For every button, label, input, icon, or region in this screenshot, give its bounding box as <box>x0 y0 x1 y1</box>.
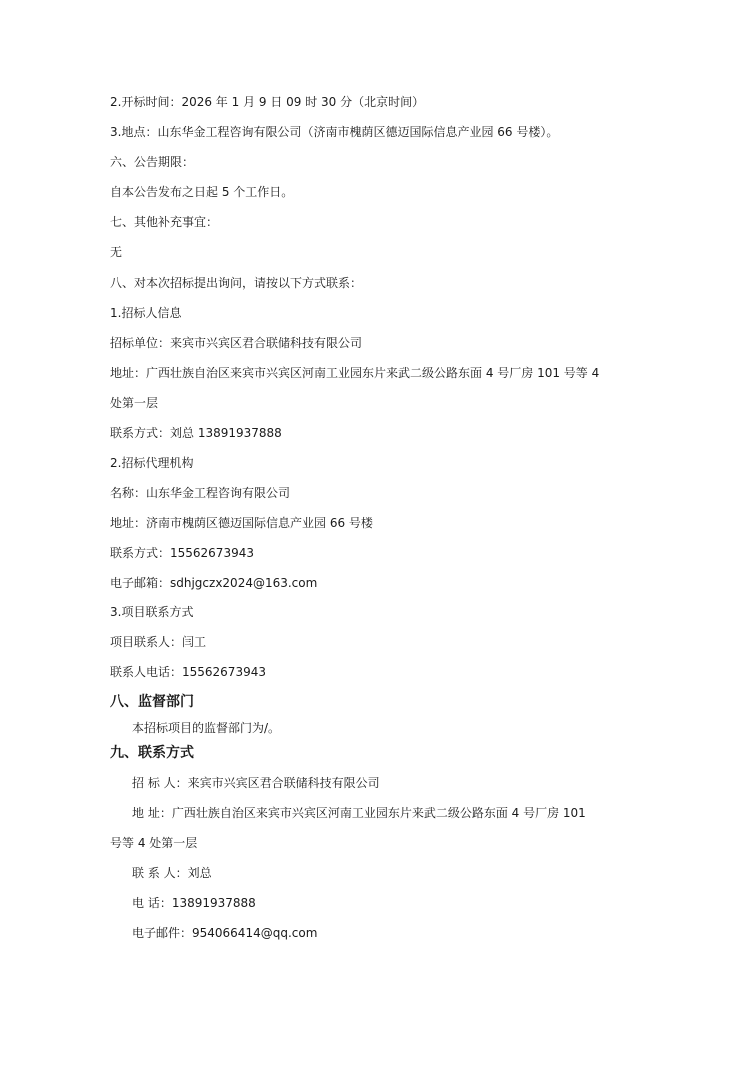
section7-title: 七、其他补充事宜： <box>110 215 219 229</box>
tenderer-address-line1: 地址：广西壮族自治区来宾市兴宾区河南工业园东片来武二级公路东面 4 号厂房 101 号等 4 <box>110 366 600 380</box>
tenderer-info-title: 1.招标人信息 <box>110 306 182 320</box>
section9-title: 九、联系方式 <box>110 745 194 761</box>
tenderer-contact: 联系方式：刘总 13891937888 <box>110 426 282 440</box>
contact-email: 电子邮件：954066414@qq.com <box>132 926 318 940</box>
tenderer-unit: 招标单位：来宾市兴宾区君合联储科技有限公司 <box>110 336 363 350</box>
tenderer-address-line2: 处第一层 <box>110 396 159 410</box>
agency-contact: 联系方式：15562673943 <box>110 546 254 560</box>
contact-phone: 电 话：13891937888 <box>132 896 256 910</box>
open-location-text: 3.地点：山东华金工程咨询有限公司（济南市槐荫区德迈国际信息产业园 66 号楼）。 <box>110 125 559 139</box>
supervision-text: 本招标项目的监督部门为/。 <box>132 721 281 735</box>
contact-person: 联 系 人：刘总 <box>132 866 212 880</box>
agency-title: 2.招标代理机构 <box>110 456 194 470</box>
agency-name: 名称：山东华金工程咨询有限公司 <box>110 486 291 500</box>
agency-email: 电子邮箱：sdhjgczx2024@163.com <box>110 576 318 590</box>
contact-address-line2: 号等 4 处第一层 <box>110 836 198 850</box>
project-contact-phone: 联系人电话：15562673943 <box>110 665 266 679</box>
section6-text: 自本公告发布之日起 5 个工作日。 <box>110 185 294 199</box>
section8-inquiry-title: 八、对本次招标提出询问，请按以下方式联系： <box>110 276 363 290</box>
section6-title: 六、公告期限： <box>110 155 195 169</box>
project-contact-title: 3.项目联系方式 <box>110 605 194 619</box>
section7-text: 无 <box>110 245 123 259</box>
contact-tenderer: 招 标 人：来宾市兴宾区君合联储科技有限公司 <box>132 776 380 790</box>
project-contact-person: 项目联系人：闫工 <box>110 635 207 649</box>
open-time-text: 2.开标时间：2026 年 1 月 9 日 09 时 30 分（北京时间） <box>110 95 425 109</box>
agency-address: 地址：济南市槐荫区德迈国际信息产业园 66 号楼 <box>110 516 373 530</box>
contact-address-line1: 地 址：广西壮族自治区来宾市兴宾区河南工业园东片来武二级公路东面 4 号厂房 101 <box>132 806 586 820</box>
section8-supervision-title: 八、监督部门 <box>110 694 194 710</box>
